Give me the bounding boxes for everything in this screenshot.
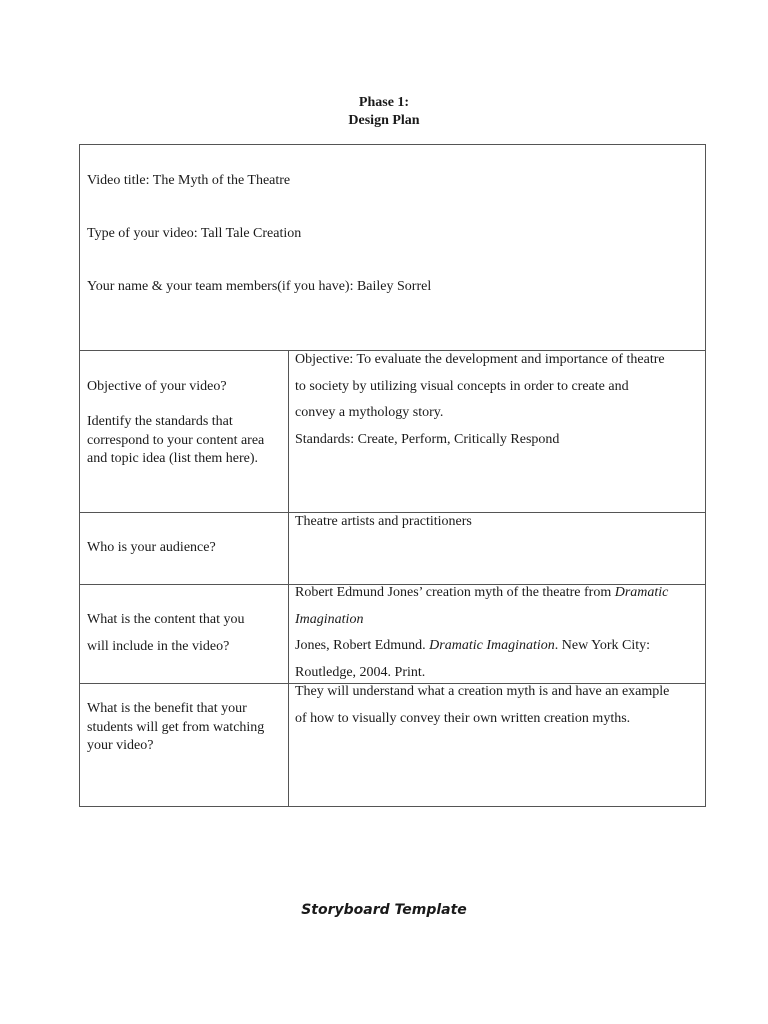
benefit-answer-line: of how to visually convey their own written creation myths.: [295, 710, 631, 726]
design-plan-table: [79, 144, 706, 807]
standards-question: Identify the standards that correspond to your content area and topic idea (list them here).: [87, 414, 265, 466]
team-names: Your name & your team members(if you have): Bailey Sorrel: [87, 279, 432, 294]
video-type: Type of your video: Tall Tale Creation: [87, 226, 302, 241]
audience-answer: Theatre artists and practitioners: [295, 514, 472, 529]
citation-line: [295, 633, 650, 660]
storyboard-heading: Storyboard Template: [301, 902, 467, 918]
objective-question: Objective of your video?: [87, 379, 227, 394]
design-plan-heading: Design Plan: [348, 113, 420, 128]
objective-answer-line: to society by utilizing visual concepts in order to create and: [295, 378, 629, 394]
standards-answer: Standards: Create, Perform, Critically Respond: [295, 431, 560, 447]
content-question-line: will include in the video?: [87, 638, 230, 654]
column-divider: [288, 350, 289, 807]
benefit-answer-line: They will understand what a creation myth is and have an example: [295, 684, 670, 699]
video-title: Video title: The Myth of the Theatre: [87, 173, 291, 188]
book-title: Dramatic: [614, 585, 669, 600]
objective-answer-line: convey a mythology story.: [295, 405, 444, 420]
benefit-question: What is the benefit that your students will get from watching your video?: [87, 701, 265, 753]
content-answer-line: [295, 607, 363, 634]
content-text: Robert Edmund Jones’ creation myth of the theatre from: [295, 585, 615, 600]
citation-title: Dramatic Imagination: [429, 638, 555, 653]
book-title: Imagination: [295, 611, 364, 627]
citation-line: Routledge, 2004. Print.: [295, 664, 426, 680]
audience-question: Who is your audience?: [87, 540, 216, 555]
objective-answer-line: Objective: To evaluate the development and importance of theatre: [295, 352, 665, 367]
content-answer-line: [295, 580, 668, 607]
phase-heading: Phase 1:: [358, 95, 410, 110]
citation-author: Jones, Robert Edmund.: [295, 638, 430, 653]
content-question-line: What is the content that you: [87, 612, 245, 627]
citation-place: . New York City:: [554, 638, 651, 653]
